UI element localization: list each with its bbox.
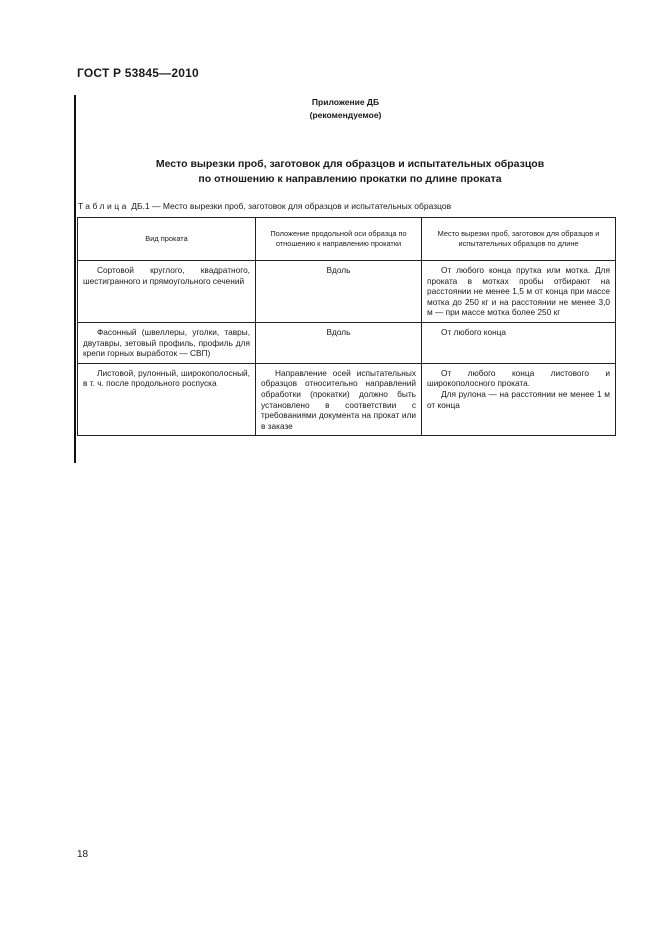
cell-orientation: Вдоль [256, 322, 422, 363]
annex-status: (рекомендуемое) [309, 110, 382, 120]
spec-table [77, 217, 616, 436]
cell-orientation: Направление осей испытательных образцов относительно направлений обработки (прокатки) должно быть установлено в соответствии с требованиями документа на прокат или в заказе [256, 363, 422, 436]
table-caption [78, 200, 451, 212]
location-paragraph: От любого конца [441, 326, 507, 337]
cell-type: Фасонный (швеллеры, уголки, тавры, двутавры, зетовый профиль, профиль для крепи горных выработок — СВП) [78, 322, 256, 363]
margin-bar [74, 95, 76, 463]
table-header-row [78, 218, 616, 261]
table-row [78, 261, 616, 323]
cell-type: Листовой, рулонный, широкополосный, в т. ч. после продольного роспуска [78, 363, 256, 436]
location-paragraph: Для рулона — на расстоянии не менее 1 м от конца [427, 388, 610, 410]
table-row [78, 322, 616, 363]
page-number: 18 [77, 849, 89, 860]
title-line-1: Место вырезки проб, заготовок для образцов и испытательных образцов [155, 158, 545, 170]
column-header: Вид проката [78, 218, 256, 261]
title-line-2: по отношению к направлению прокатки по длине проката [198, 173, 502, 185]
caption-text: ДБ.1 — Место вырезки проб, заготовок для образцов и испытательных образцов [128, 201, 452, 211]
column-header: Положение продольной оси образца по отношению к направлению прокатки [256, 218, 422, 261]
location-paragraph: От любого конца листового и широкополосного проката. [427, 367, 610, 389]
cell-location [422, 363, 616, 436]
cell-type: Сортовой круглого, квадратного, шестигранного и прямоугольного сечений [78, 261, 256, 323]
page-title [80, 157, 620, 187]
document-id: ГОСТ Р 53845—2010 [77, 66, 199, 80]
caption-prefix: Таблица [78, 201, 129, 211]
column-header: Место вырезки проб, заготовок для образцов и испытательных образцов по длине [422, 218, 616, 261]
annex-heading [0, 96, 661, 122]
location-paragraph: От любого конца прутка или мотка. Для проката в мотках пробы отбирают на расстоянии не менее 1,5 м от конца при массе мотка до 250 кг и на расстоянии не менее 3,0 м — при массе мотка более 250 кг [427, 265, 610, 318]
annex-title: Приложение ДБ [311, 97, 380, 107]
cell-location [422, 322, 616, 363]
cell-orientation: Вдоль [256, 261, 422, 323]
cell-location [422, 261, 616, 323]
table-row [78, 363, 616, 436]
